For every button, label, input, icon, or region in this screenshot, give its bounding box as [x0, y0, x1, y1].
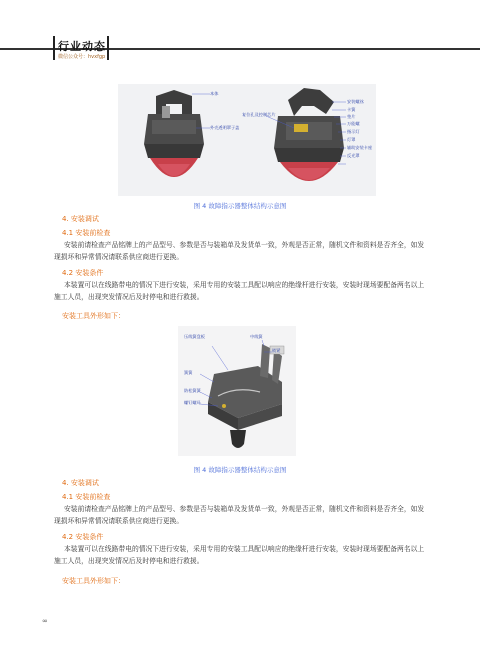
callout-reflector: 反光罩: [347, 153, 360, 158]
heading-conditions-b: 4.2 安装条件: [62, 533, 104, 541]
paragraph-conditions-b: 本装置可以在线路带电的情况下进行安装，采用专用的安装工具配以响应的绝缘杆进行安装，安装时现场要配备两名以上施工人员，出现突发情况后及时停电和进行救援。: [54, 545, 425, 565]
callout-antiloose: 防松簧簧: [184, 388, 201, 393]
tool-label-a: 安装工具外形如下：: [62, 312, 125, 320]
heading-install-a: 4. 安装调试: [62, 215, 99, 223]
tool-label-b: 安装工具外形如下：: [62, 577, 125, 585]
header-bar-left: [53, 36, 55, 60]
heading-install-b: 4. 安装调试: [62, 479, 99, 487]
callout-lock-outer: 锁紧: [272, 348, 281, 353]
callout-neutral-spring: 中线簧: [250, 334, 263, 339]
paragraph-conditions-a: 本装置可以在线路带电的情况下进行安装，采用专用的安装工具配以响应的绝缘杆进行安装，安装时现场要配备两名以上施工人员，出现突发情况后及时停电和进行救援。: [54, 281, 425, 301]
callout-body: 本体: [210, 91, 219, 96]
callout-mount: 辅助安装卡座: [347, 145, 373, 150]
callout-bolt-nut: 螺钉螺母: [184, 400, 201, 405]
callout-spring: 卡簧: [347, 107, 356, 112]
callout-lampshade: 灯罩: [347, 137, 356, 142]
callout-reset: 复位孔及控制芯片: [242, 112, 276, 117]
figure-install-tool: [178, 326, 296, 456]
indicator-left-drawing: [144, 90, 204, 177]
callout-cover: 外壳透明罩子盖: [210, 125, 240, 130]
paragraph-precheck-a: 安装前请检查产品铭牌上的产品型号、参数是否与装箱单及发货单一致，外观是否正常，随机文件和资料是否齐全，如发现损坏和异常情况请联系供应商进行更换。: [54, 241, 425, 261]
paragraph-precheck-b: 安装前请检查产品铭牌上的产品型号、参数是否与装箱单及发货单一致，外观是否正常，随机文件和资料是否齐全，如发现损坏和异常情况请联系供应商进行更换。: [54, 505, 425, 525]
callout-screw: 安装螺丝: [347, 99, 364, 104]
header-bar-right: [107, 36, 109, 60]
heading-precheck-a: 4.1 安装前检查: [62, 229, 111, 237]
callout-nut: 万能螺: [347, 121, 360, 126]
page-number: ∞: [42, 617, 48, 625]
page-header: [0, 34, 480, 64]
callout-washer: 垫片: [347, 114, 356, 119]
figure1-caption: 图 4 故障指示器整体结构示意图: [193, 202, 287, 210]
callout-spring: 簧簧: [184, 370, 193, 375]
heading-conditions-a: 4.2 安装条件: [62, 269, 104, 277]
figure-indicator-exploded: [118, 84, 376, 196]
figure2-caption: 图 4 故障指示器整体结构示意图: [193, 466, 287, 474]
indicator-drawing: [118, 84, 376, 196]
header-subtitle: 微信公众号：hvxfgp: [58, 54, 106, 60]
callout-press-plate: 压线簧盘板: [184, 334, 205, 339]
callout-led: 指示灯: [347, 129, 360, 134]
header-title: 行业动态: [58, 40, 106, 53]
heading-precheck-b: 4.1 安装前检查: [62, 493, 111, 501]
